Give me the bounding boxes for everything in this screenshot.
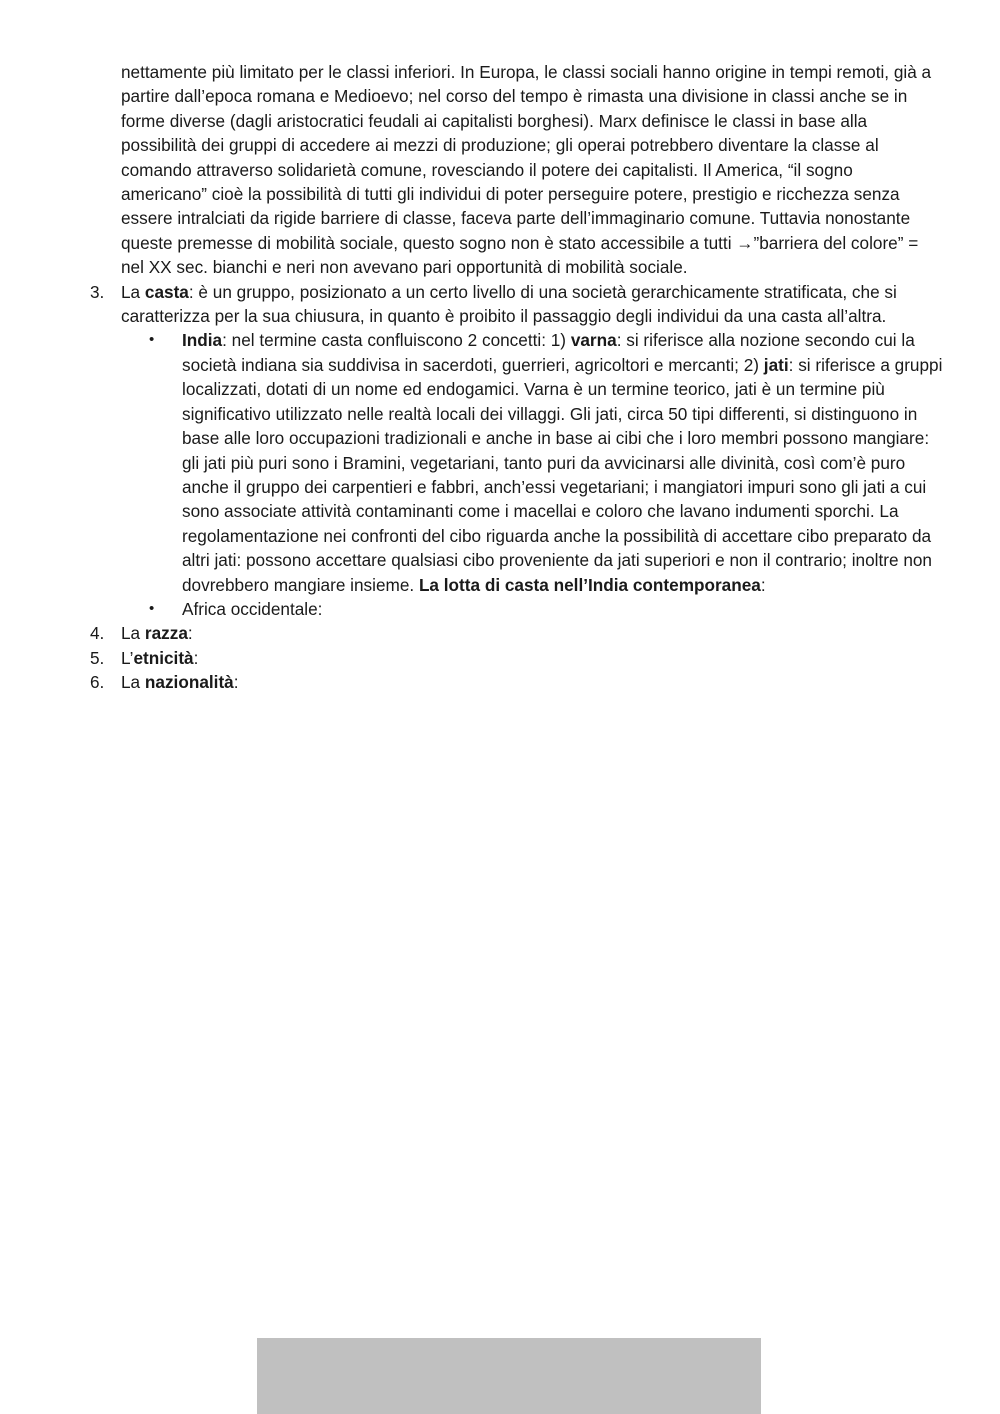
bullet-heading: La lotta di casta nell’India contemporanea	[418, 574, 761, 595]
item-lead: L’	[121, 647, 134, 668]
item-lead: La	[121, 281, 145, 302]
bullet-text: :	[760, 574, 766, 595]
bullet-term-varna: varna	[570, 330, 617, 351]
list-item-casta	[90, 280, 943, 329]
item-lead: La	[121, 623, 145, 644]
item-term: etnicità	[133, 647, 194, 668]
bullet-text: : si riferisce a gruppi localizzati, dotati di un nome ed endogamici. Varna è un termine teorico, jati è un termine più significativo utilizzato nelle realtà locali dei villaggi. Gli jati, circa 50 tipi differenti, si distinguono in base alle loro occupazioni tradizionali e anche in base ai cibi che i loro membri possono mangiare: gli jati più puri sono i Bramini, vegetariani, tanto puri da avvicinarsi alle divinità, così com’è puro anche il gruppo dei carpentieri e fabbri, anch’essi vegetariani; i mangiatori impuri sono gli jati a cui sono associate attività contaminanti come i macellai e coloro che lavano indumenti sporchi. La regolamentazione nei confronti del cibo riguarda anche la possibilità di accettare cibo preparato da altri jati: possono accettare qualsiasi cibo proveniente da jati superiori e non il contrario; inoltre non dovrebbero mangiare insieme.	[182, 354, 943, 595]
list-number: 5.	[90, 647, 105, 668]
footer-gray-bar	[257, 1338, 761, 1414]
bullet-text: : si riferisce alla nozione secondo cui la società indiana sia suddivisa in sacerdoti, guerrieri, agricoltori e mercanti; 2)	[182, 330, 915, 375]
item-text: :	[187, 623, 193, 644]
list-item-etnicita	[90, 646, 943, 670]
bullet-item-india	[149, 328, 943, 596]
document-body	[90, 60, 943, 695]
bullet-text: : nel termine casta confluiscono 2 concetti: 1)	[222, 330, 571, 351]
item-text: :	[233, 672, 239, 693]
arrow-icon: →	[736, 232, 754, 253]
bullet-icon: •	[149, 599, 155, 617]
list-number: 4.	[90, 623, 105, 644]
bullet-icon: •	[149, 331, 155, 349]
intro-paragraph	[121, 60, 943, 280]
list-item-nazionalita	[90, 670, 943, 694]
item-term: razza	[144, 623, 188, 644]
intro-text: nettamente più limitato per le classi inferiori. In Europa, le classi sociali hanno origine in tempi remoti, già a partire dall’epoca romana e Medioevo; nel corso del tempo è rimasta una divisione in classi anche se in forme diverse (dagli aristocratici feudali ai capitalisti borghesi). Marx definisce le classi in base alla possibilità dei gruppi di accedere ai mezzi di produzione; gli operai potrebbero diventare la classe al comando attraverso solidarietà comune, rovesciando il potere dei capitalisti. Il America, “il sogno americano” cioè la possibilità di tutti gli individui di poter perseguire potere, prestigio e ricchezza senza essere intralciati da rigide barriere di classe, faceva parte dell’immaginario comune. Tuttavia nonostante queste premesse di mobilità sociale, questo sogno non è stato accessibile a tutti	[121, 62, 932, 253]
bullet-term: India	[182, 330, 223, 351]
item-term: nazionalità	[144, 672, 234, 693]
intro-text-end: ”barriera del colore” = nel XX sec. bianchi e neri non avevano pari opportunità di mobilità sociale.	[121, 232, 919, 278]
item-term: casta	[144, 281, 189, 302]
bullet-term-jati: jati	[763, 354, 789, 375]
list-item-razza	[90, 621, 943, 645]
list-number: 3.	[90, 281, 105, 302]
item-text: : è un gruppo, posizionato a un certo livello di una società gerarchicamente stratificata, che si caratterizza per la sua chiusura, in quanto è proibito il passaggio degli individui da una casta all’altra.	[121, 281, 897, 327]
item-text: :	[193, 647, 199, 668]
bullet-text: Africa occidentale:	[182, 598, 323, 619]
list-number: 6.	[90, 672, 105, 693]
item-lead: La	[121, 672, 145, 693]
bullet-item-africa	[149, 597, 943, 621]
